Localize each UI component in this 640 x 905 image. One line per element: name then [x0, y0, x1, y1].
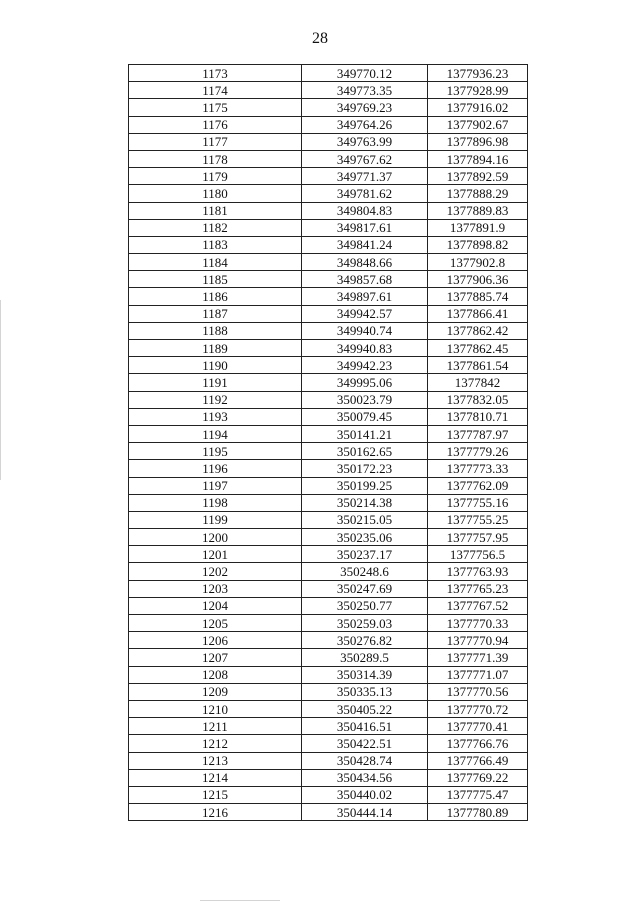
point-number-cell: 1176: [129, 116, 302, 133]
point-number-cell: 1177: [129, 133, 302, 150]
table-row: [129, 597, 528, 614]
x-coordinate-cell: 350237.17: [302, 546, 428, 563]
table-row: [129, 340, 528, 357]
x-coordinate-cell: 350444.14: [302, 804, 428, 821]
point-number-cell: 1206: [129, 632, 302, 649]
point-number-cell: 1204: [129, 597, 302, 614]
table-row: [129, 718, 528, 735]
x-coordinate-cell: 350023.79: [302, 391, 428, 408]
table-row: [129, 632, 528, 649]
x-coordinate-cell: 349940.83: [302, 340, 428, 357]
table-row: [129, 99, 528, 116]
y-coordinate-cell: 1377936.23: [428, 65, 528, 82]
y-coordinate-cell: 1377896.98: [428, 133, 528, 150]
y-coordinate-cell: 1377866.41: [428, 305, 528, 322]
x-coordinate-cell: 349841.24: [302, 236, 428, 253]
x-coordinate-cell: 349769.23: [302, 99, 428, 116]
y-coordinate-cell: 1377769.22: [428, 769, 528, 786]
scan-edge-mark: [0, 300, 1, 480]
table-row: [129, 322, 528, 339]
y-coordinate-cell: 1377770.33: [428, 615, 528, 632]
y-coordinate-cell: 1377771.39: [428, 649, 528, 666]
table-row: [129, 477, 528, 494]
y-coordinate-cell: 1377906.36: [428, 271, 528, 288]
y-coordinate-cell: 1377894.16: [428, 150, 528, 167]
table-row: [129, 116, 528, 133]
point-number-cell: 1199: [129, 511, 302, 528]
point-number-cell: 1184: [129, 254, 302, 271]
y-coordinate-cell: 1377775.47: [428, 786, 528, 803]
y-coordinate-cell: 1377770.56: [428, 683, 528, 700]
point-number-cell: 1188: [129, 322, 302, 339]
x-coordinate-cell: 350428.74: [302, 752, 428, 769]
y-coordinate-cell: 1377902.67: [428, 116, 528, 133]
point-number-cell: 1189: [129, 340, 302, 357]
x-coordinate-cell: 349773.35: [302, 82, 428, 99]
table-row: [129, 769, 528, 786]
x-coordinate-cell: 350199.25: [302, 477, 428, 494]
table-row: [129, 580, 528, 597]
y-coordinate-cell: 1377762.09: [428, 477, 528, 494]
table-row: [129, 168, 528, 185]
y-coordinate-cell: 1377766.76: [428, 735, 528, 752]
point-number-cell: 1213: [129, 752, 302, 769]
x-coordinate-cell: 349942.23: [302, 357, 428, 374]
page-number: 28: [312, 30, 328, 47]
table-row: [129, 219, 528, 236]
x-coordinate-cell: 350172.23: [302, 460, 428, 477]
y-coordinate-cell: 1377842: [428, 374, 528, 391]
table-body: [129, 65, 528, 821]
point-number-cell: 1191: [129, 374, 302, 391]
y-coordinate-cell: 1377888.29: [428, 185, 528, 202]
y-coordinate-cell: 1377773.33: [428, 460, 528, 477]
point-number-cell: 1215: [129, 786, 302, 803]
point-number-cell: 1190: [129, 357, 302, 374]
y-coordinate-cell: 1377892.59: [428, 168, 528, 185]
point-number-cell: 1183: [129, 236, 302, 253]
table-row: [129, 288, 528, 305]
x-coordinate-cell: 350289.5: [302, 649, 428, 666]
x-coordinate-cell: 349817.61: [302, 219, 428, 236]
y-coordinate-cell: 1377765.23: [428, 580, 528, 597]
table-row: [129, 391, 528, 408]
point-number-cell: 1175: [129, 99, 302, 116]
scan-edge-mark: [200, 900, 280, 901]
x-coordinate-cell: 350314.39: [302, 666, 428, 683]
y-coordinate-cell: 1377755.16: [428, 494, 528, 511]
table-row: [129, 374, 528, 391]
y-coordinate-cell: 1377757.95: [428, 529, 528, 546]
table-row: [129, 786, 528, 803]
point-number-cell: 1192: [129, 391, 302, 408]
x-coordinate-cell: 349767.62: [302, 150, 428, 167]
y-coordinate-cell: 1377898.82: [428, 236, 528, 253]
point-number-cell: 1180: [129, 185, 302, 202]
y-coordinate-cell: 1377810.71: [428, 408, 528, 425]
point-number-cell: 1179: [129, 168, 302, 185]
table-row: [129, 357, 528, 374]
x-coordinate-cell: 350434.56: [302, 769, 428, 786]
point-number-cell: 1193: [129, 408, 302, 425]
table-row: [129, 494, 528, 511]
x-coordinate-cell: 350422.51: [302, 735, 428, 752]
point-number-cell: 1187: [129, 305, 302, 322]
y-coordinate-cell: 1377766.49: [428, 752, 528, 769]
point-number-cell: 1178: [129, 150, 302, 167]
x-coordinate-cell: 349804.83: [302, 202, 428, 219]
table-row: [129, 305, 528, 322]
x-coordinate-cell: 349770.12: [302, 65, 428, 82]
table-row: [129, 649, 528, 666]
x-coordinate-cell: 349940.74: [302, 322, 428, 339]
x-coordinate-cell: 350162.65: [302, 443, 428, 460]
x-coordinate-cell: 350248.6: [302, 563, 428, 580]
x-coordinate-cell: 350079.45: [302, 408, 428, 425]
table-row: [129, 65, 528, 82]
point-number-cell: 1173: [129, 65, 302, 82]
coordinates-table: [128, 64, 528, 821]
table-row: [129, 804, 528, 821]
point-number-cell: 1202: [129, 563, 302, 580]
y-coordinate-cell: 1377928.99: [428, 82, 528, 99]
point-number-cell: 1185: [129, 271, 302, 288]
y-coordinate-cell: 1377861.54: [428, 357, 528, 374]
point-number-cell: 1200: [129, 529, 302, 546]
table-row: [129, 563, 528, 580]
y-coordinate-cell: 1377763.93: [428, 563, 528, 580]
y-coordinate-cell: 1377780.89: [428, 804, 528, 821]
point-number-cell: 1214: [129, 769, 302, 786]
point-number-cell: 1209: [129, 683, 302, 700]
table-row: [129, 529, 528, 546]
y-coordinate-cell: 1377756.5: [428, 546, 528, 563]
x-coordinate-cell: 349764.26: [302, 116, 428, 133]
point-number-cell: 1201: [129, 546, 302, 563]
x-coordinate-cell: 349848.66: [302, 254, 428, 271]
table-row: [129, 202, 528, 219]
y-coordinate-cell: 1377862.42: [428, 322, 528, 339]
y-coordinate-cell: 1377902.8: [428, 254, 528, 271]
point-number-cell: 1210: [129, 700, 302, 717]
point-number-cell: 1216: [129, 804, 302, 821]
table-row: [129, 735, 528, 752]
table-row: [129, 133, 528, 150]
x-coordinate-cell: 350214.38: [302, 494, 428, 511]
point-number-cell: 1212: [129, 735, 302, 752]
point-number-cell: 1182: [129, 219, 302, 236]
point-number-cell: 1207: [129, 649, 302, 666]
x-coordinate-cell: 350440.02: [302, 786, 428, 803]
x-coordinate-cell: 350335.13: [302, 683, 428, 700]
y-coordinate-cell: 1377770.72: [428, 700, 528, 717]
y-coordinate-cell: 1377787.97: [428, 425, 528, 442]
table-row: [129, 460, 528, 477]
x-coordinate-cell: 349897.61: [302, 288, 428, 305]
x-coordinate-cell: 350141.21: [302, 425, 428, 442]
y-coordinate-cell: 1377755.25: [428, 511, 528, 528]
x-coordinate-cell: 350259.03: [302, 615, 428, 632]
point-number-cell: 1194: [129, 425, 302, 442]
table-row: [129, 271, 528, 288]
x-coordinate-cell: 350416.51: [302, 718, 428, 735]
x-coordinate-cell: 349995.06: [302, 374, 428, 391]
table-row: [129, 254, 528, 271]
point-number-cell: 1181: [129, 202, 302, 219]
x-coordinate-cell: 349781.62: [302, 185, 428, 202]
y-coordinate-cell: 1377779.26: [428, 443, 528, 460]
y-coordinate-cell: 1377771.07: [428, 666, 528, 683]
x-coordinate-cell: 350250.77: [302, 597, 428, 614]
y-coordinate-cell: 1377770.94: [428, 632, 528, 649]
point-number-cell: 1205: [129, 615, 302, 632]
point-number-cell: 1198: [129, 494, 302, 511]
table-row: [129, 82, 528, 99]
table-row: [129, 683, 528, 700]
table-row: [129, 185, 528, 202]
y-coordinate-cell: 1377891.9: [428, 219, 528, 236]
table-row: [129, 236, 528, 253]
y-coordinate-cell: 1377862.45: [428, 340, 528, 357]
x-coordinate-cell: 349763.99: [302, 133, 428, 150]
y-coordinate-cell: 1377916.02: [428, 99, 528, 116]
table-row: [129, 546, 528, 563]
point-number-cell: 1211: [129, 718, 302, 735]
table-row: [129, 666, 528, 683]
x-coordinate-cell: 350405.22: [302, 700, 428, 717]
table-row: [129, 700, 528, 717]
y-coordinate-cell: 1377889.83: [428, 202, 528, 219]
x-coordinate-cell: 349942.57: [302, 305, 428, 322]
table-row: [129, 425, 528, 442]
point-number-cell: 1196: [129, 460, 302, 477]
x-coordinate-cell: 350247.69: [302, 580, 428, 597]
point-number-cell: 1208: [129, 666, 302, 683]
point-number-cell: 1174: [129, 82, 302, 99]
y-coordinate-cell: 1377767.52: [428, 597, 528, 614]
y-coordinate-cell: 1377885.74: [428, 288, 528, 305]
x-coordinate-cell: 350276.82: [302, 632, 428, 649]
y-coordinate-cell: 1377770.41: [428, 718, 528, 735]
point-number-cell: 1203: [129, 580, 302, 597]
y-coordinate-cell: 1377832.05: [428, 391, 528, 408]
table-row: [129, 752, 528, 769]
point-number-cell: 1197: [129, 477, 302, 494]
x-coordinate-cell: 350235.06: [302, 529, 428, 546]
table-row: [129, 443, 528, 460]
table-row: [129, 150, 528, 167]
table-row: [129, 615, 528, 632]
point-number-cell: 1186: [129, 288, 302, 305]
table-row: [129, 511, 528, 528]
x-coordinate-cell: 349857.68: [302, 271, 428, 288]
x-coordinate-cell: 350215.05: [302, 511, 428, 528]
point-number-cell: 1195: [129, 443, 302, 460]
table-row: [129, 408, 528, 425]
x-coordinate-cell: 349771.37: [302, 168, 428, 185]
